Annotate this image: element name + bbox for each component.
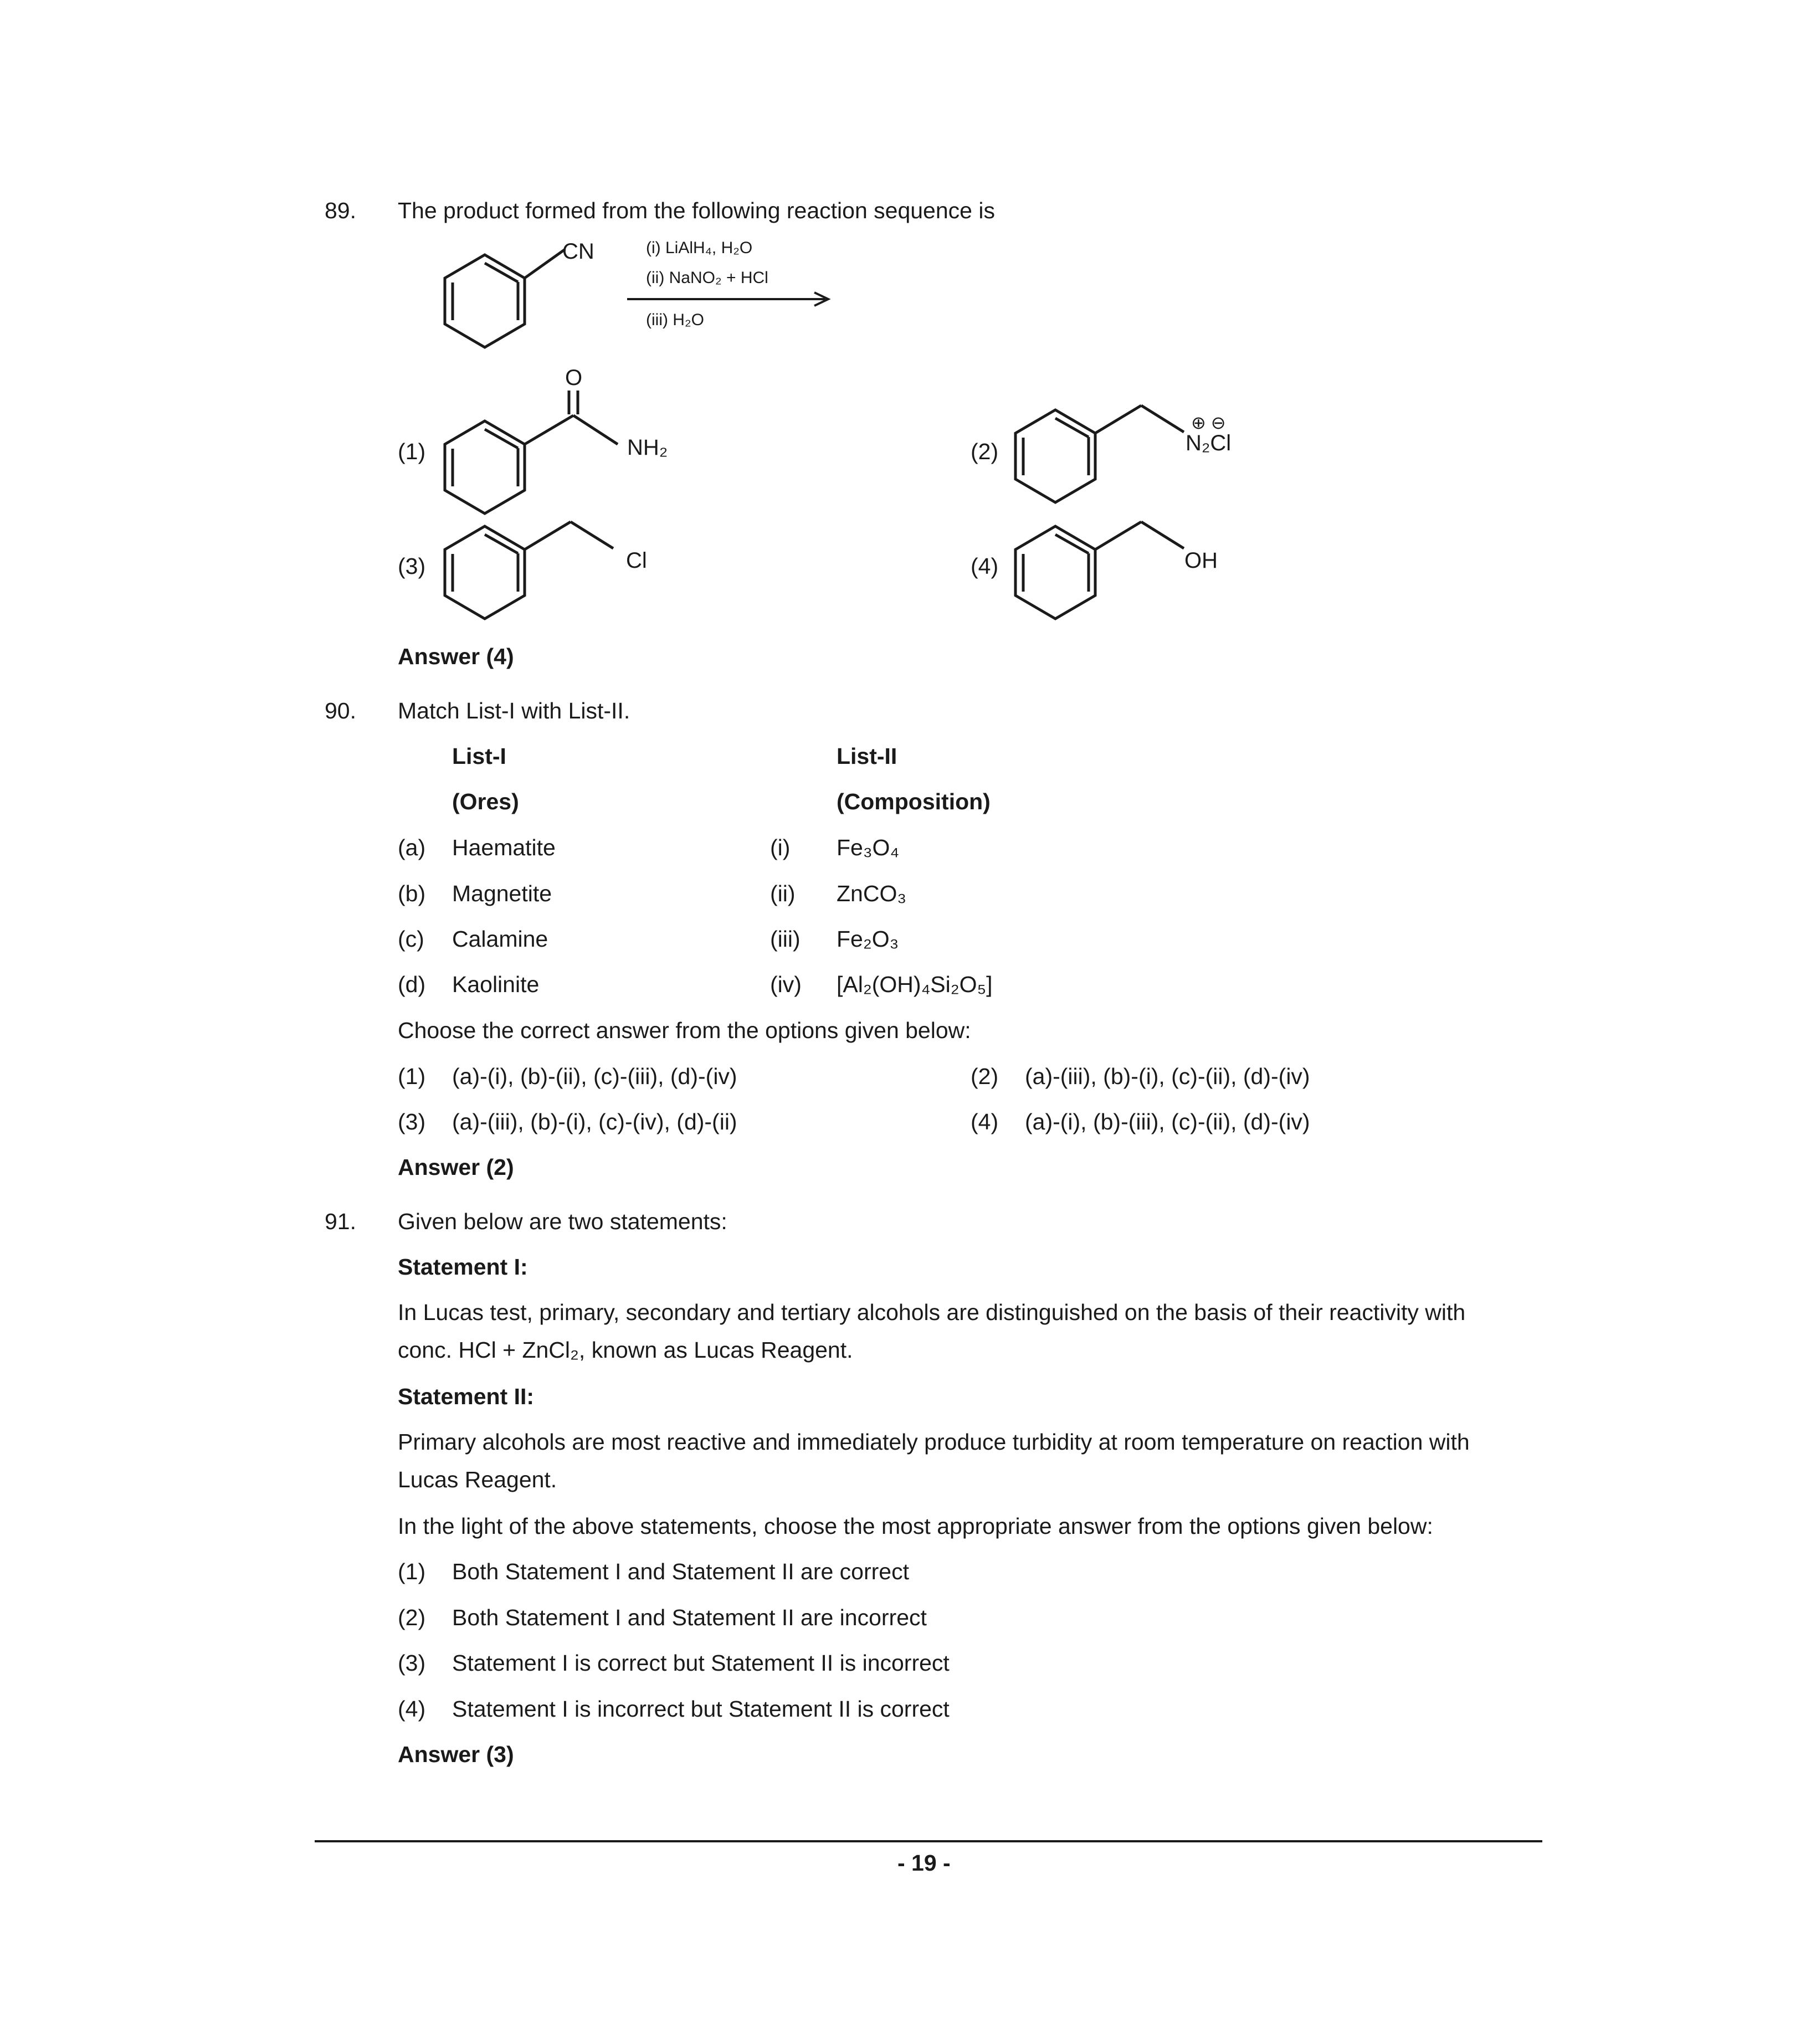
reaction-arrow-icon [626, 288, 837, 310]
q90-row-c-ore: Calamine [452, 926, 548, 952]
q91-statement-2-title: Statement II: [398, 1384, 535, 1409]
q89-option-1-oxygen: O [565, 366, 583, 390]
q91-option-3-label: (3) [398, 1650, 426, 1676]
q89-option-1-structure [440, 388, 629, 515]
q89-option-4-label: (4) [971, 553, 999, 579]
q90-option-2-text: (a)-(iii), (b)-(i), (c)-(ii), (d)-(iv) [1025, 1064, 1310, 1089]
q89-reagent-2: (ii) NaNO₂ + HCl [646, 269, 768, 287]
q89-option-3-group: Cl [626, 548, 647, 573]
q91-number: 91. [325, 1209, 356, 1234]
q90-list2-header: List-II [837, 743, 897, 769]
q90-row-b-label: (b) [398, 881, 426, 906]
q90-row-b-ore: Magnetite [452, 881, 552, 906]
q91-statement-1-title: Statement I: [398, 1254, 528, 1280]
q89-option-2-group: N₂Cl [1186, 431, 1232, 455]
q91-option-3-text: Statement I is correct but Statement II is incorrect [452, 1650, 950, 1676]
page-number: - 19 - [897, 1850, 951, 1876]
q91-stem: Given below are two statements: [398, 1209, 727, 1234]
q90-row-d-roman: (iv) [770, 972, 802, 997]
q90-list1-header: List-I [452, 743, 506, 769]
q90-row-a-label: (a) [398, 835, 426, 860]
q91-option-1-text: Both Statement I and Statement II are correct [452, 1559, 909, 1584]
q89-number: 89. [325, 198, 356, 223]
q90-choose: Choose the correct answer from the options given below: [398, 1018, 971, 1043]
q90-list2-sub: (Composition) [837, 789, 991, 814]
q91-statement-2-line2: Lucas Reagent. [398, 1467, 557, 1492]
q89-reactant-group: CN [562, 239, 594, 264]
q89-option-3-label: (3) [398, 553, 426, 579]
q89-reagent-1: (i) LiAlH₄, H₂O [646, 239, 753, 257]
q90-list1-sub: (Ores) [452, 789, 519, 814]
q91-statement-2-line1: Primary alcohols are most reactive and immediately produce turbidity at room temperature on reaction with [398, 1429, 1470, 1455]
q91-answer: Answer (3) [398, 1742, 514, 1767]
q90-option-3-label: (3) [398, 1109, 426, 1134]
q90-option-1-text: (a)-(i), (b)-(ii), (c)-(iii), (d)-(iv) [452, 1064, 737, 1089]
q90-row-b-roman: (ii) [770, 881, 796, 906]
q90-option-2-label: (2) [971, 1064, 999, 1089]
q91-option-4-label: (4) [398, 1696, 426, 1722]
q89-reagent-3: (iii) H₂O [646, 311, 704, 329]
q89-option-2-charges: ⊕ ⊖ [1191, 413, 1226, 433]
q91-prompt: In the light of the above statements, choose the most appropriate answer from the options given below: [398, 1513, 1433, 1539]
q90-row-d-label: (d) [398, 972, 426, 997]
q90-option-1-label: (1) [398, 1064, 426, 1089]
q90-row-d-comp: [Al₂(OH)₄Si₂O₅] [837, 972, 993, 997]
q90-option-4-label: (4) [971, 1109, 999, 1134]
q90-row-c-comp: Fe₂O₃ [837, 926, 899, 952]
q90-row-a-comp: Fe₃O₄ [837, 835, 900, 860]
q90-row-a-ore: Haematite [452, 835, 556, 860]
q90-option-3-text: (a)-(iii), (b)-(i), (c)-(iv), (d)-(ii) [452, 1109, 737, 1134]
q90-option-4-text: (a)-(i), (b)-(iii), (c)-(ii), (d)-(iv) [1025, 1109, 1310, 1134]
q89-option-2-structure [1011, 388, 1199, 515]
q91-option-2-label: (2) [398, 1605, 426, 1630]
q89-option-4-group: OH [1184, 548, 1218, 573]
q91-option-4-text: Statement I is incorrect but Statement II is correct [452, 1696, 950, 1722]
q90-stem: Match List-I with List-II. [398, 698, 630, 723]
q90-row-c-label: (c) [398, 926, 424, 952]
q91-statement-1-line2: conc. HCl + ZnCl₂, known as Lucas Reagent. [398, 1337, 853, 1363]
q90-row-d-ore: Kaolinite [452, 972, 540, 997]
q89-answer: Answer (4) [398, 644, 514, 669]
q89-option-1-group: NH₂ [627, 435, 668, 460]
q90-row-a-roman: (i) [770, 835, 791, 860]
q91-option-1-label: (1) [398, 1559, 426, 1584]
q89-option-3-structure [440, 504, 629, 631]
q91-statement-1-line1: In Lucas test, primary, secondary and tertiary alcohols are distinguished on the basis of their reactivity with [398, 1300, 1466, 1325]
q90-row-b-comp: ZnCO₃ [837, 881, 907, 906]
q90-number: 90. [325, 698, 356, 723]
q89-option-1-label: (1) [398, 439, 426, 464]
q89-option-2-label: (2) [971, 439, 999, 464]
q91-option-2-text: Both Statement I and Statement II are incorrect [452, 1605, 927, 1630]
q90-row-c-roman: (iii) [770, 926, 801, 952]
q89-option-4-structure [1011, 504, 1199, 631]
q89-stem: The product formed from the following reaction sequence is [398, 198, 995, 223]
footer-rule [315, 1840, 1542, 1842]
q90-answer: Answer (2) [398, 1154, 514, 1180]
